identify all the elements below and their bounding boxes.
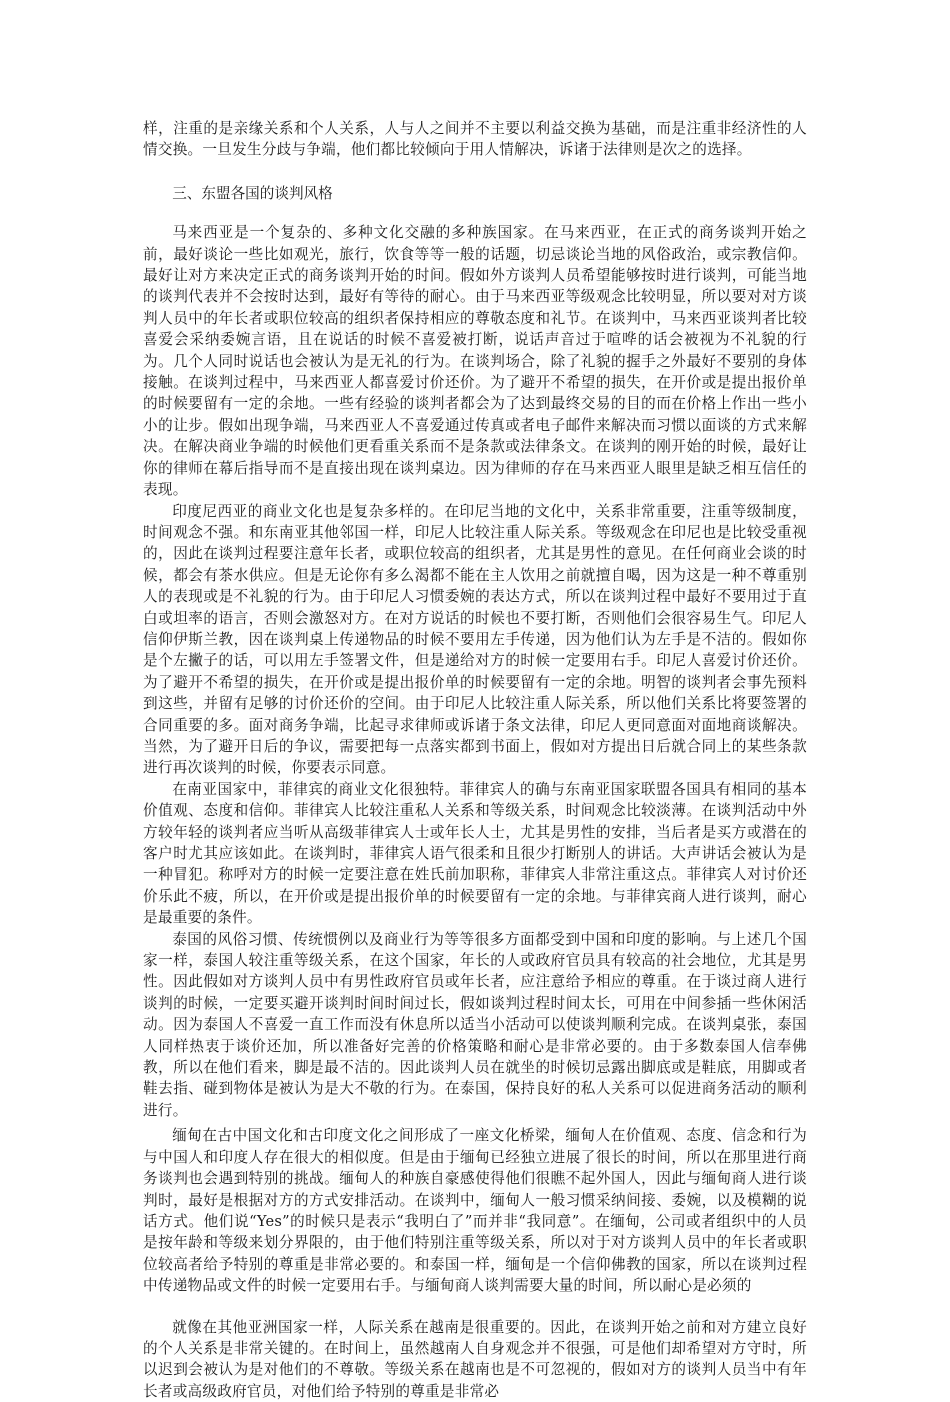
paragraph-indonesia: 印度尼西亚的商业文化也是复杂多样的。在印尼当地的文化中，关系非常重要，注重等级制度，时间观念不强。和东南亚其他邻国一样，印尼人比较注重人际关系。等级观念在印尼也是比较受重视的，因此在谈判过程要注意年长者，或职位较高的组织者，尤其是男性的意见。在任何商业会谈的时候，都会有茶水供应。但是无论你有多么渴都不能在主人饮用之前就擅自喝，因为这是一种不尊重别人的表现或是不礼貌的行为。由于印尼人习惯委婉的表达方式，所以在谈判过程中最好不要用过于直白或坦率的语言，否则会激怒对方。在对方说话的时候也不要打断，否则他们会很容易生气。印尼人信仰伊斯兰教，因在谈判桌上传递物品的时候不要用左手传递，因为他们认为左手是不洁的。假如你是个左撇子的话，可以用左手签署文件，但是递给对方的时候一定要用右手。印尼人喜爱讨价还价。为了避开不希望的损失，在开价或是提出报价单的时候要留有一定的余地。明智的谈判者会事先预料到这些，并留有足够的讨价还价的空间。由于印尼人比较注重人际关系，所以他们关系比将要签署的合同重要的多。面对商务争端，比起寻求律师或诉诸于条文法律，印尼人更同意面对面地商谈解决。当然，为了避开日后的争议，需要把每一点落实都到书面上，假如对方提出日后就合同上的某些条款进行再次谈判的时候，你要表示同意。: [143, 502, 807, 777]
spacer: [143, 204, 807, 222]
paragraph-philippines: 在南亚国家中，菲律宾的商业文化很独特。菲律宾人的确与东南亚国家联盟各国具有相同的基本价值观、态度和信仰。菲律宾人比较注重私人关系和等级关系，时间观念比较淡薄。在谈判活动中外方较年轻的谈判者应当听从高级菲律宾人士或年长人士，尤其是男性的安排，当后者是买方或潜在的客户时尤其应该如此。在谈判时，菲律宾人语气很柔和且很少打断别人的讲话。大声讲话会被认为是一种冒犯。称呼对方的时候一定要注意在姓氏前加职称，菲律宾人非常注重这点。菲律宾人对讨价还价乐此不疲，所以，在开价或是提出报价单的时候要留有一定的余地。与菲律宾商人进行谈判，耐心是最重要的条件。: [143, 780, 807, 927]
paragraph-vietnam: 就像在其他亚洲国家一样，人际关系在越南是很重要的。因此，在谈判开始之前和对方建立良好的个人关系是非常关键的。在时间上，虽然越南人自身观念并不很强，可是他们却希望对方守时，所以迟到会被认为是对他们的不尊敬。等级关系在越南也是不可忽视的，假如对方的谈判人员当中有年长者或高级政府官员，对他们给予特别的尊重是非常必: [143, 1318, 807, 1400]
paragraph-thailand: 泰国的风俗习惯、传统惯例以及商业行为等等很多方面都受到中国和印度的影响。与上述几个国家一样，泰国人较注重等级关系，在这个国家，年长的人或政府官员具有较高的社会地位，尤其是男性。因此假如对方谈判人员中有男性政府官员或年长者，应注意给予相应的尊重。在于谈过商人进行谈判的时候，一定要买避开谈判时间时间过长，假如谈判过程时间太长，可用在中间参插一些休闲活动。因为泰国人不喜爱一直工作而没有休息所以适当小活动可以使谈判顺利完成。在谈判桌张，泰国人同样热衷于谈价还加，所以准备好完善的价格策略和耐心是非常必要的。由于多数泰国人信奉佛教，所以在他们看来，脚是最不洁的。因此谈判人员在就坐的时候切忌露出脚底或是鞋底，用脚或者鞋去指、碰到物体是被认为是大不敬的行为。在泰国，保持良好的私人关系可以促进商务活动的顺利进行。: [143, 930, 807, 1119]
spacer: [143, 1297, 807, 1317]
paragraph-malaysia: 马来西亚是一个复杂的、多种文化交融的多种族国家。在马来西亚，在正式的商务谈判开始之前，最好谈论一些比如观光，旅行，饮食等等一般的话题，切忌谈论当地的风俗政治，或宗教信仰。最好让对方来决定正式的商务谈判开始的时间。假如外方谈判人员希望能够按时进行谈判，可能当地的谈判代表并不会按时达到，最好有等待的耐心。由于马来西亚等级观念比较明显，所以要对对方谈判人员中的年长者或职位较高的组织者保持相应的尊敬态度和礼节。在谈判中，马来西亚谈判者比较喜爱会采纳委婉言语，且在说话的时候不喜爱被打断，说话声音过于喧哗的话会被视为不礼貌的行为。几个人同时说话也会被认为是无礼的行为。在谈判场合，除了礼貌的握手之外最好不要别的身体接触。在谈判过程中，马来西亚人都喜爱讨价还价。为了避开不希望的损失，在开价或是提出报价单的时候要留有一定的余地。一些有经验的谈判者都会为了达到最终交易的目的而在价格上作出一些小小的让步。假如出现争端，马来西亚人不喜爱通过传真或者电子邮件来解决而习惯以面谈的方式来解决。在解决商业争端的时候他们更看重关系而不是条款或法律条文。在谈判的刚开始的时候，最好让你的律师在幕后指导而不是直接出现在谈判桌边。因为律师的存在马来西亚人眼里是缺乏相互信任的表现。: [143, 224, 807, 499]
document-page: [143, 118, 807, 1402]
intro-paragraph: 样，注重的是亲缘关系和个人关系，人与人之间并不主要以利益交换为基础，而是注重非经济性的人情交换。一旦发生分歧与争端，他们都比较倾向于用人情解决，诉诸于法律则是次之的选择。: [143, 120, 807, 159]
paragraph-myanmar: 缅甸在古中国文化和古印度文化之间形成了一座文化桥梁，缅甸人在价值观、态度、信念和行为与中国人和印度人存在很大的相似度。但是由于缅甸已经独立进展了很长的时间，所以在那里进行商务谈判也会遇到特别的挑战。缅甸人的种族自豪感使得他们很瞧不起外国人，因此与缅甸商人进行谈判时，最好是根据对方的方式安排活动。在谈判中，缅甸人一般习惯采纳间接、委婉，以及模糊的说话方式。他们说“Yes”的时候只是表示“我明白了”而并非“我同意”。在缅甸，公司或者组织中的人员是按年龄和等级来划分界限的，由于他们特别注重等级关系，所以对于对方谈判人员中的年长者或职位较高者给予特别的尊重是非常必要的。和泰国一样，缅甸是一个信仰佛教的国家，所以在谈判过程中传递物品或文件的时候一定要用右手。与缅甸商人谈判需要大量的时间，所以耐心是必须的: [143, 1127, 807, 1295]
section-heading: 三、东盟各国的谈判风格: [172, 184, 333, 202]
spacer: [143, 161, 807, 183]
